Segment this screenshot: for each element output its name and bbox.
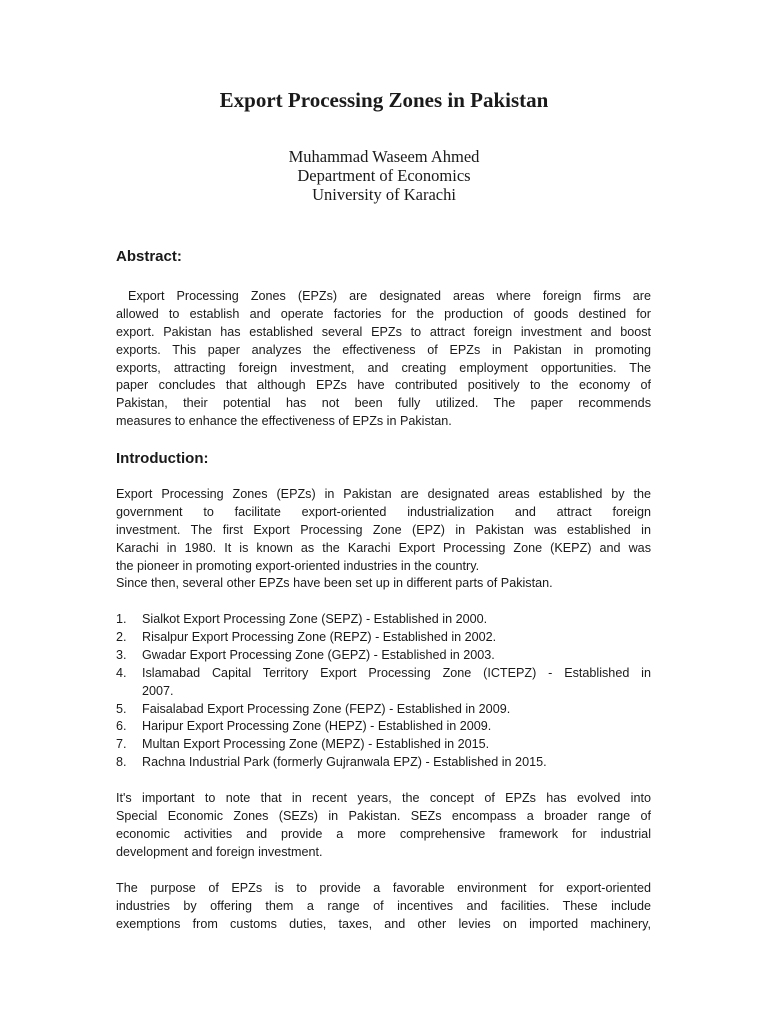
author-department: Department of Economics xyxy=(297,166,471,185)
list-text xyxy=(142,701,651,719)
list-number: 3. xyxy=(116,647,127,662)
text-line: exemptions from customs duties, taxes, and other levies on imported machinery, xyxy=(116,916,651,931)
intro-paragraph-3 xyxy=(116,880,651,934)
text-line: Pakistan, their potential has not been fully utilized. The paper recommends xyxy=(116,396,651,411)
intro-paragraph-1 xyxy=(116,486,651,593)
list-item xyxy=(116,718,651,736)
text-line: Haripur Export Processing Zone (HEPZ) - Established in 2009. xyxy=(142,719,492,734)
list-item xyxy=(116,754,651,772)
text-line: export. Pakistan has established several EPZs to attract foreign investment and boost xyxy=(116,324,651,339)
text-line: government to facilitate export-oriented industrialization and attract foreign xyxy=(116,504,651,519)
intro-paragraph-2 xyxy=(116,790,651,862)
author-university: University of Karachi xyxy=(312,185,456,204)
text-line: exports, attracting foreign investment, and creating employment opportunities. The xyxy=(116,360,651,375)
text-line: economic activities and provide a more comprehensive framework for industrial xyxy=(116,826,651,841)
text-line: paper concludes that although EPZs have contributed positively to the economy of xyxy=(116,378,651,393)
text-line: The purpose of EPZs is to provide a favorable environment for export-oriented xyxy=(116,881,651,895)
author-name: Muhammad Waseem Ahmed xyxy=(288,147,480,166)
text-line: Karachi in 1980. It is known as the Karachi Export Processing Zone (KEPZ) and was xyxy=(116,540,651,555)
text-line: Special Economic Zones (SEZs) in Pakistan. SEZs encompass a broader range of xyxy=(116,808,651,823)
text-line: Since then, several other EPZs have been set up in different parts of Pakistan. xyxy=(116,576,553,591)
text-line: investment. The first Export Processing Zone (EPZ) in Pakistan was established in xyxy=(116,522,651,537)
list-text xyxy=(142,665,651,701)
text-line: Export Processing Zones (EPZs) in Pakistan are designated areas established by the xyxy=(116,487,651,501)
list-number: 1. xyxy=(116,612,127,626)
document-title: Export Processing Zones in Pakistan xyxy=(219,88,549,112)
text-line: the pioneer in promoting export-oriented industries in the country. xyxy=(116,558,480,573)
list-item xyxy=(116,665,651,701)
list-text xyxy=(142,611,651,629)
text-line: Rachna Industrial Park (formerly Gujranwala EPZ) - Established in 2015. xyxy=(142,755,547,770)
list-text xyxy=(142,629,651,647)
list-number: 7. xyxy=(116,737,127,752)
text-line: industries by offering them a range of incentives and facilities. These include xyxy=(116,898,651,913)
list-text xyxy=(142,718,651,736)
text-line: allowed to establish and operate factories for the production of goods destined for xyxy=(116,306,651,321)
text-line: exports. This paper analyzes the effectiveness of EPZs in Pakistan in promoting xyxy=(116,342,651,357)
list-item xyxy=(116,647,651,665)
list-number: 6. xyxy=(116,719,127,734)
text-line: Islamabad Capital Territory Export Processing Zone (ICTEPZ) - Established in xyxy=(142,665,651,680)
epz-list xyxy=(116,611,651,772)
text-line: development and foreign investment. xyxy=(116,844,323,859)
author-block xyxy=(0,147,768,204)
text-line: Risalpur Export Processing Zone (REPZ) - Established in 2002. xyxy=(142,629,497,644)
text-line: Export Processing Zones (EPZs) are designated areas where foreign firms are xyxy=(116,289,651,303)
text-line: Gwadar Export Processing Zone (GEPZ) - Established in 2003. xyxy=(142,647,495,662)
text-line: Multan Export Processing Zone (MEPZ) - Established in 2015. xyxy=(142,737,490,752)
list-text xyxy=(142,754,651,772)
introduction-heading: Introduction: xyxy=(116,450,209,467)
list-item xyxy=(116,736,651,754)
abstract-paragraph xyxy=(116,288,651,431)
list-text xyxy=(142,736,651,754)
list-text xyxy=(142,647,651,665)
list-number: 4. xyxy=(116,665,127,680)
abstract-heading: Abstract: xyxy=(116,248,182,265)
list-number: 8. xyxy=(116,755,127,770)
list-number: 2. xyxy=(116,629,127,644)
list-number: 5. xyxy=(116,701,127,716)
text-line: 2007. xyxy=(142,683,174,698)
text-line: Faisalabad Export Processing Zone (FEPZ) - Established in 2009. xyxy=(142,701,511,716)
text-line: measures to enhance the effectiveness of EPZs in Pakistan. xyxy=(116,414,452,429)
list-item xyxy=(116,701,651,719)
list-item xyxy=(116,629,651,647)
text-line: Sialkot Export Processing Zone (SEPZ) - Established in 2000. xyxy=(142,612,488,626)
list-item xyxy=(116,611,651,629)
text-line: It's important to note that in recent years, the concept of EPZs has evolved into xyxy=(116,791,651,805)
